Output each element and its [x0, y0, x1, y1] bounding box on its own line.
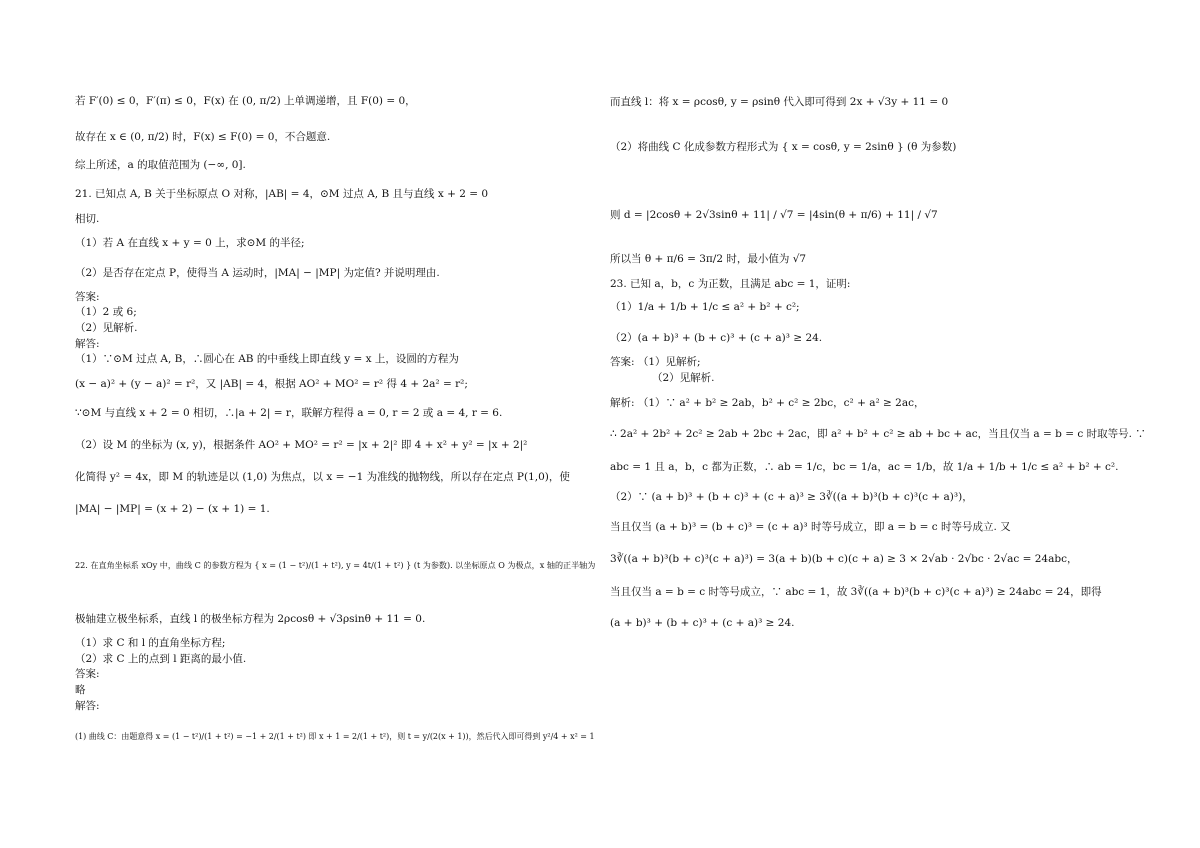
- text-line: （1）1/a + 1/b + 1/c ≤ a² + b² + c²;: [610, 301, 800, 313]
- text-line: 3∛((a + b)³(b + c)³(c + a)³) = 3(a + b)(b + c)(c + a) ≥ 3 × 2√ab · 2√bc · 2√ac = 24abc，: [610, 553, 1078, 565]
- text-line: 若 F′(0) ≤ 0，F′(π) ≤ 0，F(x) 在 (0, π/2) 上单调递增，且 F(0) = 0，: [75, 95, 416, 107]
- problem-22-title: 22. 在直角坐标系 xOy 中，曲线 C 的参数方程为 { x = (1 − t²)/(1 + t²), y = 4t/(1 + t²) } (t 为参数). 以坐标原点 O 为极点，x 轴的正半轴为: [75, 560, 596, 570]
- text-line: abc = 1 且 a，b，c 都为正数，∴ ab = 1/c，bc = 1/a，ac = 1/b，故 1/a + 1/b + 1/c ≤ a² + b² + c².: [610, 461, 1119, 473]
- text-line: （2）求 C 上的点到 l 距离的最小值.: [75, 653, 247, 665]
- text-line: （2）∵ (a + b)³ + (b + c)³ + (c + a)³ ≥ 3∛((a + b)³(b + c)³(c + a)³)，: [610, 491, 973, 503]
- text-line: （1）求 C 和 l 的直角坐标方程;: [75, 637, 226, 649]
- text-line: （1）∵⊙M 过点 A, B，∴圆心在 AB 的中垂线上即直线 y = x 上，设圆的方程为: [75, 353, 459, 365]
- text-line: （2）将曲线 C 化成参数方程形式为 { x = cosθ, y = 2sinθ } (θ 为参数): [610, 141, 957, 153]
- text-line: ∴ 2a² + 2b² + 2c² ≥ 2ab + 2bc + 2ac，即 a² + b² + c² ≥ ab + bc + ac，当且仅当 a = b = c 时取等号. ∵: [610, 428, 1146, 440]
- text-line: (x − a)² + (y − a)² = r²，又 |AB| = 4，根据 AO² + MO² = r² 得 4 + 2a² = r²;: [75, 378, 468, 390]
- text-line: |MA| − |MP| = (x + 2) − (x + 1) = 1.: [75, 503, 270, 515]
- text-line: 所以当 θ + π/6 = 3π/2 时，最小值为 √7: [610, 253, 807, 265]
- solution-label: 解答:: [75, 338, 100, 350]
- text-line: （2）见解析.: [75, 322, 138, 334]
- text-line: 化简得 y² = 4x，即 M 的轨迹是以 (1,0) 为焦点，以 x = −1 为准线的抛物线，所以存在定点 P(1,0)，使: [75, 471, 570, 483]
- solution-label: 解答:: [75, 700, 100, 712]
- text-line: 当且仅当 (a + b)³ = (b + c)³ = (c + a)³ 时等号成立，即 a = b = c 时等号成立. 又: [610, 521, 1011, 533]
- text-line: （2）是否存在定点 P，使得当 A 运动时，|MA| − |MP| 为定值? 并说明理由.: [75, 267, 440, 279]
- text-line: （2）设 M 的坐标为 (x, y)，根据条件 AO² + MO² = r² = |x + 2|² 即 4 + x² + y² = |x + 2|²: [75, 439, 528, 451]
- problem-23-title: 23. 已知 a，b，c 为正数，且满足 abc = 1，证明:: [610, 278, 851, 290]
- text-line: ∵⊙M 与直线 x + 2 = 0 相切，∴|a + 2| = r，联解方程得 a = 0, r = 2 或 a = 4, r = 6.: [75, 407, 503, 419]
- text-line: (a + b)³ + (b + c)³ + (c + a)³ ≥ 24.: [610, 617, 795, 629]
- text-line: 当且仅当 a = b = c 时等号成立，∵ abc = 1，故 3∛((a + b)³(b + c)³(c + a)³) ≥ 24abc = 24，即得: [610, 586, 1102, 598]
- answer-label: 答案: （1）见解析;: [610, 356, 701, 368]
- text-line: 而直线 l：将 x = ρcosθ, y = ρsinθ 代入即可得到 2x + √3y + 11 = 0: [610, 96, 949, 108]
- text-line: （2）见解析.: [652, 372, 715, 384]
- text-line: 解析: （1）∵ a² + b² ≥ 2ab，b² + c² ≥ 2bc，c² + a² ≥ 2ac，: [610, 397, 925, 409]
- text-line: （1）2 或 6;: [75, 306, 137, 318]
- text-line: （1）若 A 在直线 x + y = 0 上，求⊙M 的半径;: [75, 237, 305, 249]
- text-line: （2）(a + b)³ + (b + c)³ + (c + a)³ ≥ 24.: [610, 332, 823, 344]
- text-line: 极轴建立极坐标系，直线 l 的极坐标方程为 2ρcosθ + √3ρsinθ + 11 = 0.: [75, 613, 426, 625]
- problem-21-title: 21. 已知点 A, B 关于坐标原点 O 对称，|AB| = 4，⊙M 过点 A, B 且与直线 x + 2 = 0: [75, 188, 489, 200]
- text-line: 综上所述，a 的取值范围为 (−∞, 0].: [75, 159, 246, 171]
- text-line: 略: [75, 684, 86, 696]
- text-line: 则 d = |2cosθ + 2√3sinθ + 11| / √7 = |4sin(θ + π/6) + 11| / √7: [610, 209, 938, 221]
- answer-label: 答案:: [75, 291, 100, 303]
- text-line: 相切.: [75, 213, 100, 225]
- text-line: (1) 曲线 C：由题意得 x = (1 − t²)/(1 + t²) = −1 + 2/(1 + t²) 即 x + 1 = 2/(1 + t²)，则 t = y/(2(x + 1))，然后代入即可得到 y²/4 + x² = 1: [75, 732, 595, 741]
- text-line: 故存在 x ∈ (0, π/2) 时，F(x) ≤ F(0) = 0，不合题意.: [75, 131, 331, 143]
- answer-label: 答案:: [75, 668, 100, 680]
